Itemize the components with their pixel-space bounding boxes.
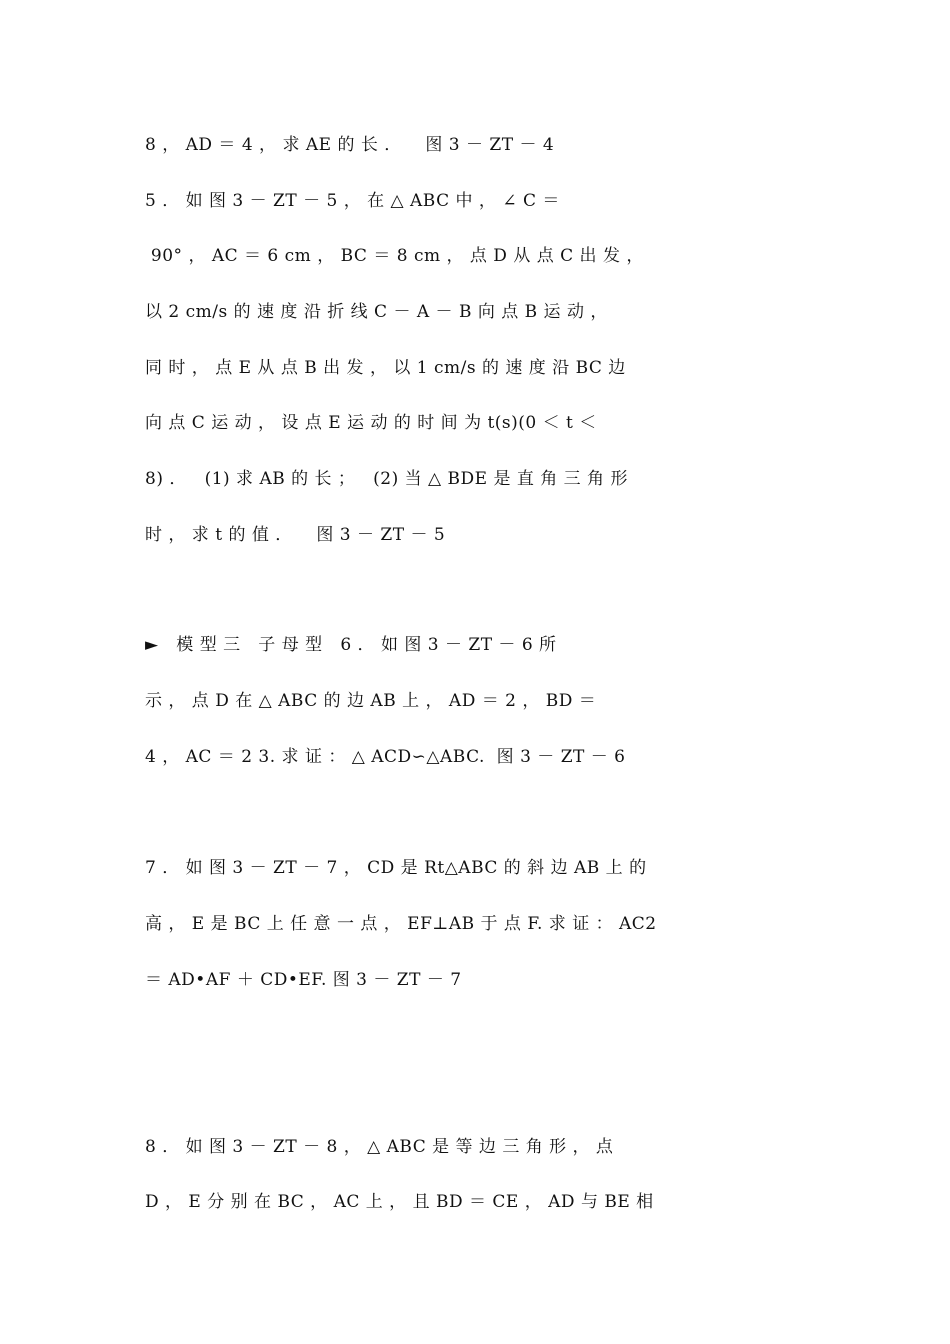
text-line-2: 5 ． 如 图 3 － ZT － 5 ， 在 △ ABC 中 ， ∠ C ＝ xyxy=(145,191,560,211)
text-line-9: ► 模 型 三 子 母 型 6 ． 如 图 3 － ZT － 6 所 xyxy=(145,635,557,655)
text-line-14: ＝ AD•AF ＋ CD•EF. 图 3 － ZT － 7 xyxy=(145,970,462,990)
text-line-15: 8 ． 如 图 3 － ZT － 8 ， △ ABC 是 等 边 三 角 形 ， 点 xyxy=(145,1137,614,1157)
text-line-8: 时 ， 求 t 的 值 ． 图 3 － ZT － 5 xyxy=(145,525,446,545)
text-line-16: D ， E 分 别 在 BC ， AC 上 ， 且 BD ＝ CE ， AD 与 BE 相 xyxy=(145,1192,654,1212)
text-line-4: 以 2 cm/s 的 速 度 沿 折 线 C － A － B 向 点 B 运 动 ， xyxy=(145,302,608,322)
text-line-12: 7 ． 如 图 3 － ZT － 7 ， CD 是 Rt△ABC 的 斜 边 AB 上 的 xyxy=(145,858,647,878)
text-line-6: 向 点 C 运 动 ， 设 点 E 运 动 的 时 间 为 t(s)(0 ＜ t ＜ xyxy=(145,413,597,433)
text-line-7: 8) ． (1) 求 AB 的 长 ； (2) 当 △ BDE 是 直 角 三 角 形 xyxy=(145,469,628,489)
text-line-13: 高 ， E 是 BC 上 任 意 一 点 ， EF⊥AB 于 点 F. 求 证 ： AC2 xyxy=(145,914,657,934)
text-line-11: 4 ， AC ＝ 2 3. 求 证 ： △ ACD∽△ABC. 图 3 － ZT － 6 xyxy=(145,747,626,767)
text-line-1: 8 ， AD ＝ 4 ， 求 AE 的 长 ． 图 3 － ZT － 4 xyxy=(145,135,555,155)
text-line-5: 同 时 ， 点 E 从 点 B 出 发 ， 以 1 cm/s 的 速 度 沿 BC 边 xyxy=(145,358,626,378)
text-line-3: 90° ， AC ＝ 6 cm ， BC ＝ 8 cm ， 点 D 从 点 C 出 发 ， xyxy=(145,246,644,266)
text-line-10: 示 ， 点 D 在 △ ABC 的 边 AB 上 ， AD ＝ 2 ， BD ＝ xyxy=(145,691,597,711)
